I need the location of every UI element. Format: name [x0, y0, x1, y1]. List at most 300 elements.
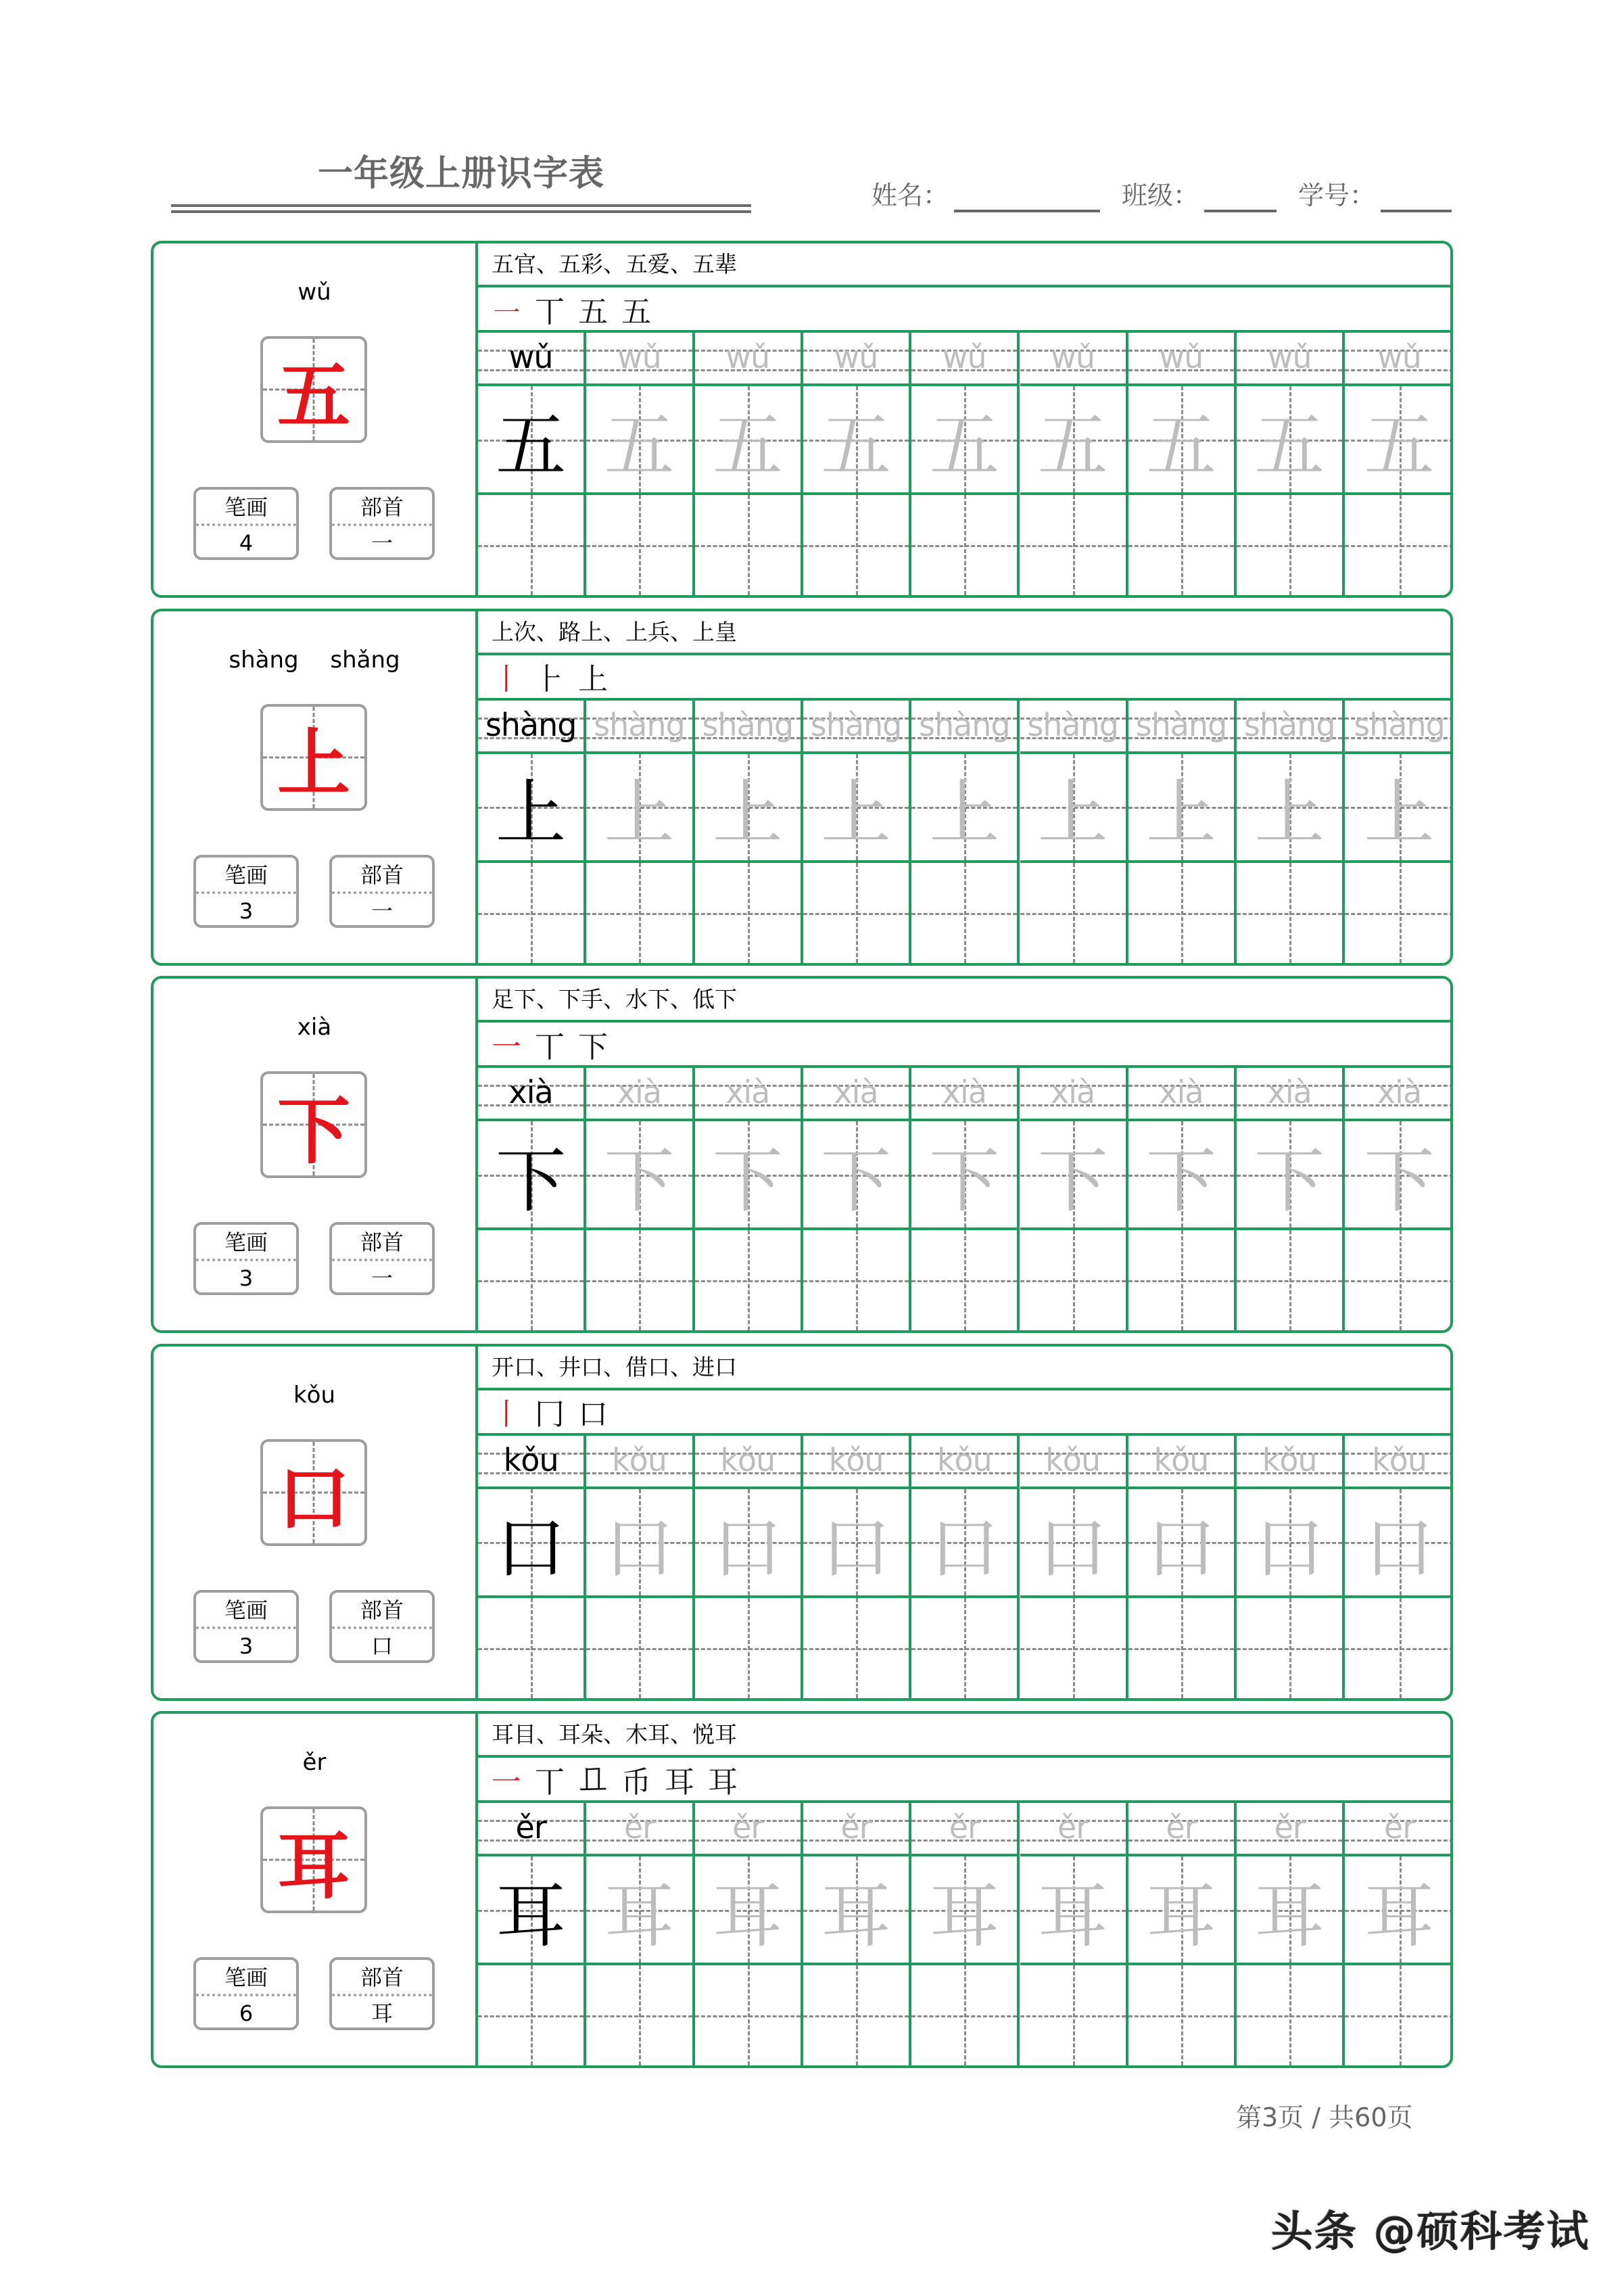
- stroke-step: 下: [578, 1029, 608, 1064]
- stroke-count-value: 4: [239, 530, 254, 556]
- character-card-2: [151, 976, 1453, 1333]
- pinyin-trace: ěr: [1057, 1809, 1089, 1846]
- pinyin-cell[interactable]: [695, 1803, 801, 1856]
- blank-writing-cell[interactable]: [1345, 863, 1453, 963]
- blank-writing-cell[interactable]: [1128, 1230, 1234, 1330]
- pinyin-cell[interactable]: [695, 1068, 801, 1121]
- blank-writing-cell[interactable]: [1345, 495, 1453, 595]
- blank-writing-cell[interactable]: [1020, 1230, 1126, 1330]
- student-id-input-line[interactable]: [1381, 179, 1452, 212]
- trace-character: 口: [1254, 1507, 1325, 1589]
- writing-cell[interactable]: [478, 1489, 583, 1598]
- stroke-order-row: [478, 1023, 1450, 1068]
- stroke-order-row: [478, 1758, 1450, 1803]
- stroke-count-box: [193, 1957, 299, 2030]
- writing-cell[interactable]: [586, 386, 692, 495]
- blank-writing-cell[interactable]: [803, 1965, 909, 2065]
- writing-cell[interactable]: [1237, 1121, 1342, 1230]
- pinyin-label: shàng shǎng: [229, 646, 400, 674]
- trace-character: 五: [821, 404, 892, 487]
- guide-line-horizontal: [803, 1280, 909, 1282]
- writing-cell[interactable]: [695, 754, 801, 863]
- trace-character: 下: [821, 1139, 892, 1222]
- character-card-0: [151, 241, 1453, 598]
- blank-writing-cell[interactable]: [803, 495, 909, 595]
- blank-writing-cell[interactable]: [1128, 1598, 1234, 1698]
- blank-writing-cell[interactable]: [478, 863, 583, 963]
- guide-line-horizontal: [1345, 1648, 1453, 1650]
- practice-column: [803, 333, 911, 595]
- watermark: 头条 @硕科考试: [1271, 2207, 1590, 2256]
- character-info-panel: [153, 979, 478, 1330]
- title-rule-top: [171, 204, 751, 207]
- practice-column: [478, 701, 586, 963]
- pinyin-cell[interactable]: [478, 701, 583, 754]
- pinyin-cell[interactable]: [803, 1068, 909, 1121]
- writing-cell[interactable]: [1128, 1856, 1234, 1965]
- pinyin-cell[interactable]: [586, 1068, 692, 1121]
- radical-label: 部首: [332, 1593, 432, 1629]
- trace-character: 五: [1364, 404, 1435, 487]
- pinyin-cell[interactable]: [803, 1436, 909, 1489]
- blank-writing-cell[interactable]: [478, 1598, 583, 1698]
- writing-cell[interactable]: [911, 1856, 1017, 1965]
- blank-writing-cell[interactable]: [1128, 1965, 1234, 2065]
- writing-cell[interactable]: [1345, 386, 1453, 495]
- blank-writing-cell[interactable]: [1020, 1598, 1126, 1698]
- pinyin-cell[interactable]: [1345, 333, 1453, 386]
- stroke-count-label: 笔画: [196, 1593, 296, 1629]
- blank-writing-cell[interactable]: [478, 495, 583, 595]
- guide-line-horizontal: [911, 1280, 1017, 1282]
- stroke-count-box: [193, 1222, 299, 1295]
- practice-column: [1128, 1436, 1237, 1698]
- pinyin-cell[interactable]: [803, 333, 909, 386]
- blank-writing-cell[interactable]: [586, 863, 692, 963]
- pinyin-cell[interactable]: [1345, 1068, 1453, 1121]
- blank-writing-cell[interactable]: [911, 863, 1017, 963]
- writing-cell[interactable]: [478, 1121, 583, 1230]
- radical-label: 部首: [332, 1960, 432, 1996]
- writing-cell[interactable]: [1237, 754, 1342, 863]
- radical-label: 部首: [332, 490, 432, 526]
- trace-character: 口: [821, 1507, 892, 1589]
- title-rule-bottom: [171, 210, 751, 213]
- trace-character: 耳: [929, 1874, 1000, 1957]
- writing-cell[interactable]: [478, 1856, 583, 1965]
- blank-writing-cell[interactable]: [803, 1230, 909, 1330]
- writing-cell[interactable]: [1345, 1856, 1453, 1965]
- pinyin-trace: ěr: [732, 1809, 763, 1846]
- pinyin-cell[interactable]: [695, 1436, 801, 1489]
- blank-writing-cell[interactable]: [1128, 495, 1234, 595]
- practice-column: [1237, 701, 1345, 963]
- pinyin-cell[interactable]: [478, 1436, 583, 1489]
- writing-cell[interactable]: [1020, 386, 1126, 495]
- trace-character: 口: [929, 1507, 1000, 1589]
- blank-writing-cell[interactable]: [586, 1230, 692, 1330]
- pinyin-cell[interactable]: [1237, 1803, 1342, 1856]
- blank-writing-cell[interactable]: [586, 1598, 692, 1698]
- stroke-step: 丅: [535, 1764, 565, 1800]
- writing-cell[interactable]: [1020, 754, 1126, 863]
- pinyin-trace: kǒu: [828, 1441, 884, 1478]
- guide-line-horizontal: [1020, 1648, 1126, 1650]
- writing-cell[interactable]: [911, 1489, 1017, 1598]
- writing-cell[interactable]: [1237, 386, 1342, 495]
- pinyin-trace: wǔ: [1377, 339, 1421, 375]
- trace-character: 上: [929, 772, 1000, 854]
- trace-character: 口: [712, 1507, 783, 1589]
- guide-line-horizontal: [478, 545, 583, 547]
- writing-cell[interactable]: [1345, 1489, 1453, 1598]
- blank-writing-cell[interactable]: [1237, 1598, 1342, 1698]
- pinyin-trace: wǔ: [942, 339, 986, 375]
- radical-value: 耳: [371, 2000, 393, 2026]
- word-examples: 开口、井口、借口、进口: [478, 1346, 1450, 1390]
- trace-character: 下: [604, 1139, 675, 1222]
- practice-column: [478, 1068, 586, 1330]
- guide-line-horizontal: [1020, 545, 1126, 547]
- radical-box: [329, 487, 435, 560]
- blank-writing-cell[interactable]: [695, 1965, 801, 2065]
- character-info-panel: [153, 611, 478, 963]
- practice-column: [478, 1803, 586, 2065]
- practice-column: [1020, 1436, 1128, 1698]
- trace-character: 口: [1037, 1507, 1108, 1589]
- pinyin-cell[interactable]: [1128, 333, 1234, 386]
- pinyin-cell[interactable]: [1237, 333, 1342, 386]
- pinyin-cell[interactable]: [1345, 1436, 1453, 1489]
- practice-column: [1020, 1068, 1128, 1330]
- radical-box: [329, 855, 435, 928]
- pinyin-model: kǒu: [503, 1441, 558, 1478]
- pinyin-trace: shàng: [919, 706, 1010, 743]
- blank-writing-cell[interactable]: [1020, 1965, 1126, 2065]
- practice-column: [1345, 333, 1453, 595]
- pinyin-cell[interactable]: [1237, 701, 1342, 754]
- stroke-count-box: [193, 855, 299, 928]
- name-field[interactable]: [872, 179, 1100, 212]
- writing-cell[interactable]: [1128, 754, 1234, 863]
- class-field[interactable]: [1122, 179, 1277, 212]
- blank-writing-cell[interactable]: [695, 1230, 801, 1330]
- practice-column: [1128, 1803, 1237, 2065]
- writing-cell[interactable]: [911, 754, 1017, 863]
- trace-character: 耳: [1364, 1874, 1435, 1957]
- pinyin-trace: kǒu: [1372, 1441, 1427, 1478]
- stroke-count-label: 笔画: [196, 1960, 296, 1996]
- blank-writing-cell[interactable]: [1237, 863, 1342, 963]
- pinyin-label: wǔ: [297, 279, 331, 306]
- trace-character: 上: [821, 772, 892, 854]
- pinyin-cell[interactable]: [911, 333, 1017, 386]
- trace-character: 下: [1254, 1139, 1325, 1222]
- radical-value: 一: [371, 1265, 393, 1291]
- writing-cell[interactable]: [1020, 1489, 1126, 1598]
- blank-writing-cell[interactable]: [911, 495, 1017, 595]
- pinyin-trace: shàng: [810, 706, 902, 743]
- pinyin-cell[interactable]: [586, 333, 692, 386]
- pinyin-model: wǔ: [508, 339, 553, 375]
- pinyin-cell[interactable]: [478, 1803, 583, 1856]
- pinyin-cell[interactable]: [1128, 701, 1234, 754]
- pinyin-cell[interactable]: [911, 1803, 1017, 1856]
- trace-character: 上: [1254, 772, 1325, 854]
- blank-writing-cell[interactable]: [911, 1598, 1017, 1698]
- stroke-order-row: [478, 655, 1450, 701]
- pinyin-cell[interactable]: [911, 701, 1017, 754]
- practice-column: [1020, 333, 1128, 595]
- stroke-step: 五: [621, 294, 651, 329]
- class-label: 班级：: [1122, 181, 1199, 210]
- pinyin-cell[interactable]: [1237, 1436, 1342, 1489]
- stroke-step: 五: [578, 294, 608, 329]
- writing-cell[interactable]: [1020, 1856, 1126, 1965]
- writing-cell[interactable]: [695, 1121, 801, 1230]
- pinyin-trace: ěr: [949, 1809, 980, 1846]
- practice-grid: [478, 701, 1450, 963]
- writing-cell[interactable]: [1345, 1121, 1453, 1230]
- stroke-order-row: [478, 287, 1450, 333]
- character-card-3: [151, 1344, 1453, 1701]
- model-character: 五: [277, 353, 350, 439]
- blank-writing-cell[interactable]: [803, 1598, 909, 1698]
- writing-cell[interactable]: [586, 1121, 692, 1230]
- guide-line-horizontal: [1237, 913, 1342, 915]
- pinyin-cell[interactable]: [586, 1803, 692, 1856]
- writing-cell[interactable]: [803, 1489, 909, 1598]
- pinyin-model: xià: [508, 1074, 553, 1110]
- trace-character: 五: [712, 404, 783, 487]
- model-character: 耳: [277, 1823, 350, 1909]
- writing-cell[interactable]: [1128, 1489, 1234, 1598]
- pinyin-cell[interactable]: [1128, 1803, 1234, 1856]
- writing-cell[interactable]: [695, 1856, 801, 1965]
- model-character: 上: [496, 772, 567, 854]
- practice-column: [1345, 1436, 1453, 1698]
- guide-line-horizontal: [478, 2015, 583, 2017]
- pinyin-cell[interactable]: [478, 1068, 583, 1121]
- stroke-count-value: 6: [239, 2000, 254, 2026]
- writing-cell[interactable]: [586, 1489, 692, 1598]
- student-info-fields: [872, 174, 1473, 212]
- model-character: 下: [277, 1088, 350, 1174]
- practice-column: [1128, 1068, 1237, 1330]
- writing-cell[interactable]: [695, 386, 801, 495]
- guide-line-horizontal: [1128, 2015, 1234, 2017]
- trace-character: 上: [1145, 772, 1216, 854]
- guide-line-horizontal: [1345, 913, 1453, 915]
- practice-column: [1128, 333, 1237, 595]
- pinyin-cell[interactable]: [1345, 701, 1453, 754]
- model-character: 上: [277, 721, 350, 806]
- pinyin-cell[interactable]: [478, 333, 583, 386]
- practice-column: [695, 1803, 803, 2065]
- practice-column: [1345, 701, 1453, 963]
- trace-character: 五: [1254, 404, 1325, 487]
- writing-cell[interactable]: [803, 1121, 909, 1230]
- pinyin-trace: ěr: [840, 1809, 872, 1846]
- practice-column: [586, 333, 694, 595]
- writing-cell[interactable]: [803, 754, 909, 863]
- writing-cell[interactable]: [1345, 754, 1453, 863]
- guide-line-horizontal: [586, 545, 692, 547]
- stroke-count-label: 笔画: [196, 858, 296, 894]
- pinyin-cell[interactable]: [1128, 1068, 1234, 1121]
- pinyin-cell[interactable]: [586, 1436, 692, 1489]
- pinyin-cell[interactable]: [911, 1068, 1017, 1121]
- pinyin-cell[interactable]: [586, 701, 692, 754]
- name-label: 姓名：: [872, 181, 949, 210]
- guide-line-horizontal: [803, 1648, 909, 1650]
- model-character: 口: [277, 1456, 350, 1541]
- writing-cell[interactable]: [803, 1856, 909, 1965]
- pinyin-cell[interactable]: [1020, 1068, 1126, 1121]
- practice-column: [803, 1436, 911, 1698]
- blank-writing-cell[interactable]: [695, 863, 801, 963]
- model-character-box: [260, 1806, 367, 1913]
- stroke-count-label: 笔画: [196, 1225, 296, 1261]
- blank-writing-cell[interactable]: [911, 1965, 1017, 2065]
- blank-writing-cell[interactable]: [1345, 1230, 1453, 1330]
- writing-cell[interactable]: [911, 386, 1017, 495]
- practice-column: [1345, 1068, 1453, 1330]
- blank-writing-cell[interactable]: [1345, 1598, 1453, 1698]
- pinyin-trace: xià: [1267, 1074, 1312, 1110]
- blank-writing-cell[interactable]: [695, 495, 801, 595]
- pinyin-trace: xià: [725, 1074, 770, 1110]
- pinyin-cell[interactable]: [1020, 701, 1126, 754]
- practice-column: [1237, 1803, 1345, 2065]
- practice-column: [803, 1068, 911, 1330]
- blank-writing-cell[interactable]: [1345, 1965, 1453, 2065]
- blank-writing-cell[interactable]: [1237, 1230, 1342, 1330]
- writing-cell[interactable]: [1237, 1856, 1342, 1965]
- model-character-box: [260, 336, 367, 443]
- blank-writing-cell[interactable]: [1237, 1965, 1342, 2065]
- practice-column: [586, 701, 694, 963]
- trace-character: 五: [1037, 404, 1108, 487]
- writing-cell[interactable]: [1128, 386, 1234, 495]
- practice-column: [1345, 1803, 1453, 2065]
- blank-writing-cell[interactable]: [695, 1598, 801, 1698]
- blank-writing-cell[interactable]: [803, 863, 909, 963]
- blank-writing-cell[interactable]: [586, 1965, 692, 2065]
- student-id-field[interactable]: [1298, 179, 1452, 212]
- practice-grid: [478, 333, 1450, 595]
- practice-column: [803, 1803, 911, 2065]
- practice-column: [695, 1436, 803, 1698]
- writing-cell[interactable]: [586, 1856, 692, 1965]
- blank-writing-cell[interactable]: [478, 1965, 583, 2065]
- pinyin-trace: xià: [1051, 1074, 1095, 1110]
- writing-cell[interactable]: [1020, 1121, 1126, 1230]
- pinyin-cell[interactable]: [803, 1803, 909, 1856]
- trace-character: 耳: [604, 1874, 675, 1957]
- writing-cell[interactable]: [478, 386, 583, 495]
- stroke-order-row: [478, 1390, 1450, 1436]
- pinyin-cell[interactable]: [695, 701, 801, 754]
- class-input-line[interactable]: [1204, 179, 1277, 212]
- name-input-line[interactable]: [954, 179, 1100, 212]
- pinyin-trace: shàng: [1243, 706, 1335, 743]
- guide-line-horizontal: [695, 1280, 801, 1282]
- trace-character: 口: [604, 1507, 675, 1589]
- guide-line-horizontal: [586, 1280, 692, 1282]
- pinyin-cell[interactable]: [911, 1436, 1017, 1489]
- stroke-step: 𠀃: [578, 1762, 608, 1797]
- model-character-box: [260, 1439, 367, 1546]
- trace-character: 上: [1364, 772, 1435, 854]
- page-title: 一年级上册识字表: [317, 154, 604, 194]
- guide-line-horizontal: [803, 2015, 909, 2017]
- guide-line-horizontal: [803, 545, 909, 547]
- pinyin-trace: wǔ: [617, 339, 661, 375]
- blank-writing-cell[interactable]: [1237, 495, 1342, 595]
- practice-column: [695, 701, 803, 963]
- pinyin-cell[interactable]: [1020, 1803, 1126, 1856]
- blank-writing-cell[interactable]: [1020, 495, 1126, 595]
- writing-cell[interactable]: [478, 754, 583, 863]
- character-info-panel: [153, 1714, 478, 2065]
- word-examples: 上次、路上、上兵、上皇: [478, 611, 1450, 655]
- guide-line-horizontal: [1128, 1648, 1234, 1650]
- pinyin-cell[interactable]: [695, 333, 801, 386]
- writing-cell[interactable]: [911, 1121, 1017, 1230]
- writing-cell[interactable]: [695, 1489, 801, 1598]
- writing-cell[interactable]: [803, 386, 909, 495]
- blank-writing-cell[interactable]: [1128, 863, 1234, 963]
- trace-character: 耳: [821, 1874, 892, 1957]
- writing-cell[interactable]: [586, 754, 692, 863]
- pinyin-trace: wǔ: [1159, 339, 1203, 375]
- stroke-count-box: [193, 1590, 299, 1663]
- stroke-step: 一: [492, 1029, 521, 1064]
- trace-character: 下: [1364, 1139, 1435, 1222]
- trace-character: 耳: [712, 1874, 783, 1957]
- radical-label: 部首: [332, 1225, 432, 1261]
- blank-writing-cell[interactable]: [911, 1230, 1017, 1330]
- guide-line-horizontal: [1128, 1280, 1234, 1282]
- writing-cell[interactable]: [1237, 1489, 1342, 1598]
- practice-column: [911, 1803, 1020, 2065]
- writing-cell[interactable]: [1128, 1121, 1234, 1230]
- pinyin-model: shàng: [485, 706, 577, 743]
- pinyin-cell[interactable]: [1237, 1068, 1342, 1121]
- pinyin-cell[interactable]: [1020, 333, 1126, 386]
- pinyin-cell[interactable]: [1345, 1803, 1453, 1856]
- stroke-count-label: 笔画: [196, 490, 296, 526]
- practice-column: [695, 1068, 803, 1330]
- student-id-label: 学号：: [1298, 181, 1376, 210]
- word-examples: 足下、下手、水下、低下: [478, 979, 1450, 1023]
- radical-value: 一: [371, 897, 393, 924]
- guide-line-horizontal: [1128, 545, 1234, 547]
- radical-label: 部首: [332, 858, 432, 894]
- stroke-step: 丨: [492, 662, 521, 697]
- blank-writing-cell[interactable]: [586, 495, 692, 595]
- pinyin-trace: shàng: [1027, 706, 1118, 743]
- blank-writing-cell[interactable]: [1020, 863, 1126, 963]
- stroke-count-value: 3: [239, 1633, 254, 1659]
- pinyin-cell[interactable]: [803, 701, 909, 754]
- pinyin-cell[interactable]: [1020, 1436, 1126, 1489]
- guide-line-horizontal: [911, 913, 1017, 915]
- pinyin-cell[interactable]: [1128, 1436, 1234, 1489]
- pinyin-trace: wǔ: [1267, 339, 1312, 375]
- blank-writing-cell[interactable]: [478, 1230, 583, 1330]
